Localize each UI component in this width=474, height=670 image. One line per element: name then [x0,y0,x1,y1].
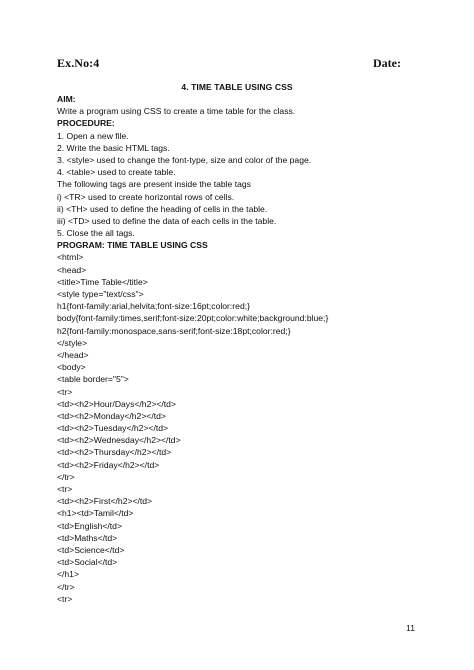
code-line: <td>English</td> [57,520,122,531]
code-line: <h1><td>Tamil</td> [57,508,134,519]
code-line: </tr> [57,581,75,592]
procedure-step: 4. <table> used to create table. [57,167,176,178]
procedure-subitem: i) <TR> used to create horizontal rows of cells. [57,191,235,202]
code-line: <title>Time Table</title> [57,276,148,287]
code-line: <body> [57,362,86,373]
code-line: <td>Science</td> [57,544,125,555]
procedure-step: 2. Write the basic HTML tags. [57,142,170,153]
code-line: body{font-family:times,serif;font-size:20pt;color:white;background:blue;} [57,313,329,324]
code-line: <tr> [57,484,73,494]
code-line: <style type="text/css"> [57,289,144,299]
code-line: <td><h2>Wednesday</h2></td> [57,435,181,446]
procedure-step: 3. <style> used to change the font-type, size and color of the page. [57,154,312,165]
procedure-subitem: ii) <TH> used to define the heading of cells in the table. [57,203,268,214]
code-line: <head> [57,264,87,275]
document-title: 4. TIME TABLE USING CSS [181,82,293,92]
code-line: </head> [57,349,89,360]
procedure-step: 5. Close the all tags. [57,228,135,239]
code-line: <td>Social</td> [57,557,118,568]
date-label: Date: [373,56,401,70]
program-heading: PROGRAM: TIME TABLE USING CSS [57,240,208,251]
code-line: </h1> [57,569,79,580]
page-number: 11 [406,623,415,633]
code-line: <td><h2>Monday</h2></td> [57,410,166,421]
code-line: </tr> [57,471,75,482]
code-line: <td>Maths</td> [57,532,118,543]
document-body [57,93,437,605]
code-line: h2{font-family:monospace,sans-serif;font-size:18pt;color:red;} [57,325,291,336]
code-line: <td><h2>First</h2></td> [57,496,153,507]
code-line: <td><h2>Hour/Days</h2></td> [57,398,176,409]
code-line: h1{font-family:arial,helvita;font-size:16pt;color:red;} [57,301,250,312]
code-line: <tr> [57,386,73,397]
code-line: <table border="5"> [57,374,129,385]
procedure-subitem: iii) <TD> used to define the data of each cells in the table. [57,215,277,226]
code-line: <tr> [57,593,73,604]
code-line: <td><h2>Friday</h2></td> [57,459,160,470]
code-line: </style> [57,337,88,348]
procedure-step: 1. Open a new file. [57,130,129,141]
procedure-note: The following tags are present inside the table tags [57,179,251,190]
aim-heading: AIM: [57,94,76,104]
code-line: <html> [57,252,84,263]
exercise-number: Ex.No:4 [57,56,100,70]
code-line: <td><h2>Tuesday</h2></td> [57,423,169,434]
procedure-heading: PROCEDURE: [57,118,115,129]
code-line: <td><h2>Thursday</h2></td> [57,447,172,458]
aim-text: Write a program using CSS to create a time table for the class. [57,106,296,117]
